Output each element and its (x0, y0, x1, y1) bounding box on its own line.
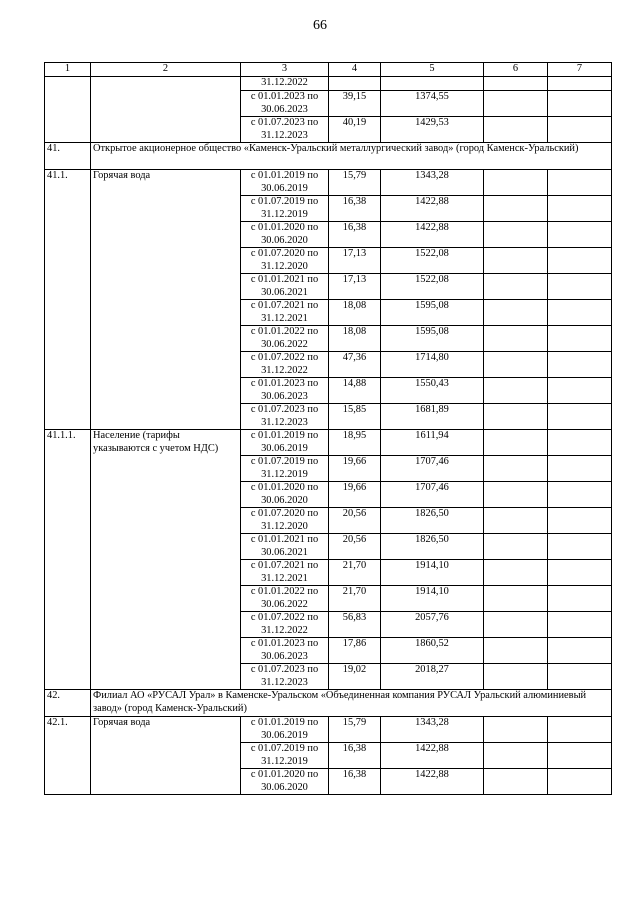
cell-empty (484, 404, 548, 430)
cell-period: с 01.01.2022 по 30.06.2022 (241, 586, 329, 612)
cell-period: с 01.07.2019 по 31.12.2019 (241, 196, 329, 222)
cell-period: с 01.07.2023 по 31.12.2023 (241, 664, 329, 690)
cell-period: с 01.01.2019 по 30.06.2019 (241, 717, 329, 743)
column-header: 1 (45, 63, 91, 77)
section-title: Открытое акционерное общество «Каменск-Уральский металлургический завод» (город Каменск-Уральский) (91, 143, 612, 170)
cell-period: с 01.07.2020 по 31.12.2020 (241, 248, 329, 274)
cell-value-col4: 21,70 (329, 586, 381, 612)
column-header: 2 (91, 63, 241, 77)
cell-value-col4: 56,83 (329, 612, 381, 638)
cell-empty (484, 170, 548, 196)
cell-period: с 01.01.2023 по 30.06.2023 (241, 91, 329, 117)
cell-value-col5: 1343,28 (381, 717, 484, 743)
cell-value-col5: 1707,46 (381, 482, 484, 508)
cell-value-col4: 18,95 (329, 430, 381, 456)
cell-empty (484, 664, 548, 690)
cell-empty (548, 222, 612, 248)
cell-period: с 01.07.2019 по 31.12.2019 (241, 456, 329, 482)
cell-empty (548, 612, 612, 638)
cell-empty (484, 222, 548, 248)
cell-period: с 01.01.2023 по 30.06.2023 (241, 378, 329, 404)
cell-value-col5: 1826,50 (381, 508, 484, 534)
cell-value-col5: 1429,53 (381, 117, 484, 143)
cell-empty (548, 508, 612, 534)
cell-empty (548, 456, 612, 482)
table-row (45, 170, 612, 196)
cell-empty (484, 560, 548, 586)
cell-period: с 01.01.2021 по 30.06.2021 (241, 274, 329, 300)
cell-empty (484, 743, 548, 769)
cell-empty (548, 743, 612, 769)
cell-value-col4: 17,86 (329, 638, 381, 664)
cell-empty (484, 769, 548, 795)
cell-value-col4: 18,08 (329, 300, 381, 326)
row-number: 42.1. (45, 717, 91, 795)
section-row (45, 690, 612, 717)
cell-value-col4: 16,38 (329, 196, 381, 222)
cell-value-col5: 2057,76 (381, 612, 484, 638)
cell-value-col5: 1422,88 (381, 743, 484, 769)
cell-period: с 01.01.2022 по 30.06.2022 (241, 326, 329, 352)
cell-value-col5: 1595,08 (381, 326, 484, 352)
table-row (45, 717, 612, 743)
section-number: 42. (45, 690, 91, 717)
table-row (45, 77, 612, 91)
cell-value-col5 (381, 77, 484, 91)
cell-empty (484, 717, 548, 743)
cell-value-col4: 16,38 (329, 769, 381, 795)
cell-empty (91, 77, 241, 143)
page-number: 66 (313, 18, 327, 33)
cell-empty (484, 91, 548, 117)
cell-empty (484, 77, 548, 91)
cell-value-col4: 19,66 (329, 482, 381, 508)
cell-value-col5: 1707,46 (381, 456, 484, 482)
cell-empty (548, 352, 612, 378)
cell-empty (484, 352, 548, 378)
cell-value-col5: 1714,80 (381, 352, 484, 378)
cell-empty (548, 586, 612, 612)
cell-value-col5: 1914,10 (381, 586, 484, 612)
cell-empty (45, 77, 91, 143)
cell-value-col5: 1522,08 (381, 248, 484, 274)
cell-value-col5: 1422,88 (381, 222, 484, 248)
cell-value-col4 (329, 77, 381, 91)
section-title: Филиал АО «РУСАЛ Урал» в Каменске-Уральском «Объединенная компания РУСАЛ Уральский алюминиевый завод» (город Каменск-Уральский) (91, 690, 612, 717)
cell-empty (548, 717, 612, 743)
cell-empty (548, 560, 612, 586)
column-header: 5 (381, 63, 484, 77)
cell-value-col5: 1595,08 (381, 300, 484, 326)
cell-value-col4: 19,02 (329, 664, 381, 690)
cell-empty (548, 248, 612, 274)
column-header: 4 (329, 63, 381, 77)
cell-value-col4: 14,88 (329, 378, 381, 404)
cell-empty (548, 326, 612, 352)
cell-value-col4: 20,56 (329, 508, 381, 534)
cell-value-col4: 17,13 (329, 248, 381, 274)
cell-value-col5: 1522,08 (381, 274, 484, 300)
cell-value-col5: 1374,55 (381, 91, 484, 117)
cell-period: с 01.01.2019 по 30.06.2019 (241, 170, 329, 196)
cell-value-col4: 19,66 (329, 456, 381, 482)
cell-value-col4: 17,13 (329, 274, 381, 300)
section-number: 41. (45, 143, 91, 170)
cell-period: с 01.07.2020 по 31.12.2020 (241, 508, 329, 534)
cell-empty (548, 91, 612, 117)
cell-period: с 01.07.2022 по 31.12.2022 (241, 612, 329, 638)
cell-empty (548, 534, 612, 560)
cell-empty (484, 274, 548, 300)
cell-value-col4: 47,36 (329, 352, 381, 378)
row-number: 41.1. (45, 170, 91, 430)
cell-empty (484, 456, 548, 482)
cell-empty (548, 664, 612, 690)
cell-empty (484, 378, 548, 404)
cell-empty (484, 586, 548, 612)
cell-value-col4: 20,56 (329, 534, 381, 560)
tariff-table (44, 62, 612, 795)
cell-empty (484, 430, 548, 456)
cell-value-col4: 18,08 (329, 326, 381, 352)
cell-empty (548, 300, 612, 326)
cell-value-col4: 16,38 (329, 743, 381, 769)
cell-empty (484, 248, 548, 274)
cell-period: с 01.01.2020 по 30.06.2020 (241, 482, 329, 508)
cell-empty (548, 77, 612, 91)
cell-empty (548, 196, 612, 222)
cell-value-col5: 2018,27 (381, 664, 484, 690)
cell-empty (484, 117, 548, 143)
cell-period: с 01.01.2020 по 30.06.2020 (241, 769, 329, 795)
cell-value-col5: 1681,89 (381, 404, 484, 430)
cell-period: 31.12.2022 (241, 77, 329, 91)
cell-empty (484, 508, 548, 534)
cell-value-col5: 1422,88 (381, 769, 484, 795)
header-row (45, 63, 612, 77)
cell-value-col4: 15,79 (329, 170, 381, 196)
column-header: 6 (484, 63, 548, 77)
cell-period: с 01.07.2021 по 31.12.2021 (241, 560, 329, 586)
cell-value-col4: 39,15 (329, 91, 381, 117)
cell-empty (548, 117, 612, 143)
cell-period: с 01.07.2019 по 31.12.2019 (241, 743, 329, 769)
cell-empty (548, 274, 612, 300)
cell-value-col4: 15,85 (329, 404, 381, 430)
column-header: 7 (548, 63, 612, 77)
table-row (45, 430, 612, 456)
cell-value-col5: 1611,94 (381, 430, 484, 456)
cell-empty (548, 769, 612, 795)
row-name: Население (тарифы указываются с учетом НДС) (91, 430, 241, 690)
cell-empty (484, 196, 548, 222)
row-number: 41.1.1. (45, 430, 91, 690)
cell-period: с 01.01.2021 по 30.06.2021 (241, 534, 329, 560)
cell-value-col5: 1914,10 (381, 560, 484, 586)
table-group (45, 717, 612, 795)
section-row (45, 143, 612, 170)
cell-period: с 01.01.2023 по 30.06.2023 (241, 638, 329, 664)
cell-empty (548, 638, 612, 664)
cell-period: с 01.07.2023 по 31.12.2023 (241, 117, 329, 143)
cell-value-col5: 1343,28 (381, 170, 484, 196)
column-header: 3 (241, 63, 329, 77)
table-group (45, 170, 612, 430)
cell-empty (548, 170, 612, 196)
cell-value-col4: 21,70 (329, 560, 381, 586)
cell-period: с 01.07.2021 по 31.12.2021 (241, 300, 329, 326)
cell-empty (484, 638, 548, 664)
table-group (45, 430, 612, 690)
cell-empty (484, 534, 548, 560)
cell-value-col5: 1422,88 (381, 196, 484, 222)
cell-empty (484, 482, 548, 508)
cell-value-col5: 1550,43 (381, 378, 484, 404)
cell-period: с 01.07.2022 по 31.12.2022 (241, 352, 329, 378)
cell-period: с 01.07.2023 по 31.12.2023 (241, 404, 329, 430)
cell-empty (484, 612, 548, 638)
cell-value-col5: 1826,50 (381, 534, 484, 560)
cell-value-col4: 15,79 (329, 717, 381, 743)
cell-value-col4: 40,19 (329, 117, 381, 143)
cell-empty (548, 404, 612, 430)
cell-empty (548, 430, 612, 456)
cell-empty (548, 482, 612, 508)
cell-value-col5: 1860,52 (381, 638, 484, 664)
cell-period: с 01.01.2019 по 30.06.2019 (241, 430, 329, 456)
cell-empty (484, 300, 548, 326)
row-name: Горячая вода (91, 717, 241, 795)
cell-empty (484, 326, 548, 352)
row-name: Горячая вода (91, 170, 241, 430)
cell-empty (548, 378, 612, 404)
cell-period: с 01.01.2020 по 30.06.2020 (241, 222, 329, 248)
cell-value-col4: 16,38 (329, 222, 381, 248)
